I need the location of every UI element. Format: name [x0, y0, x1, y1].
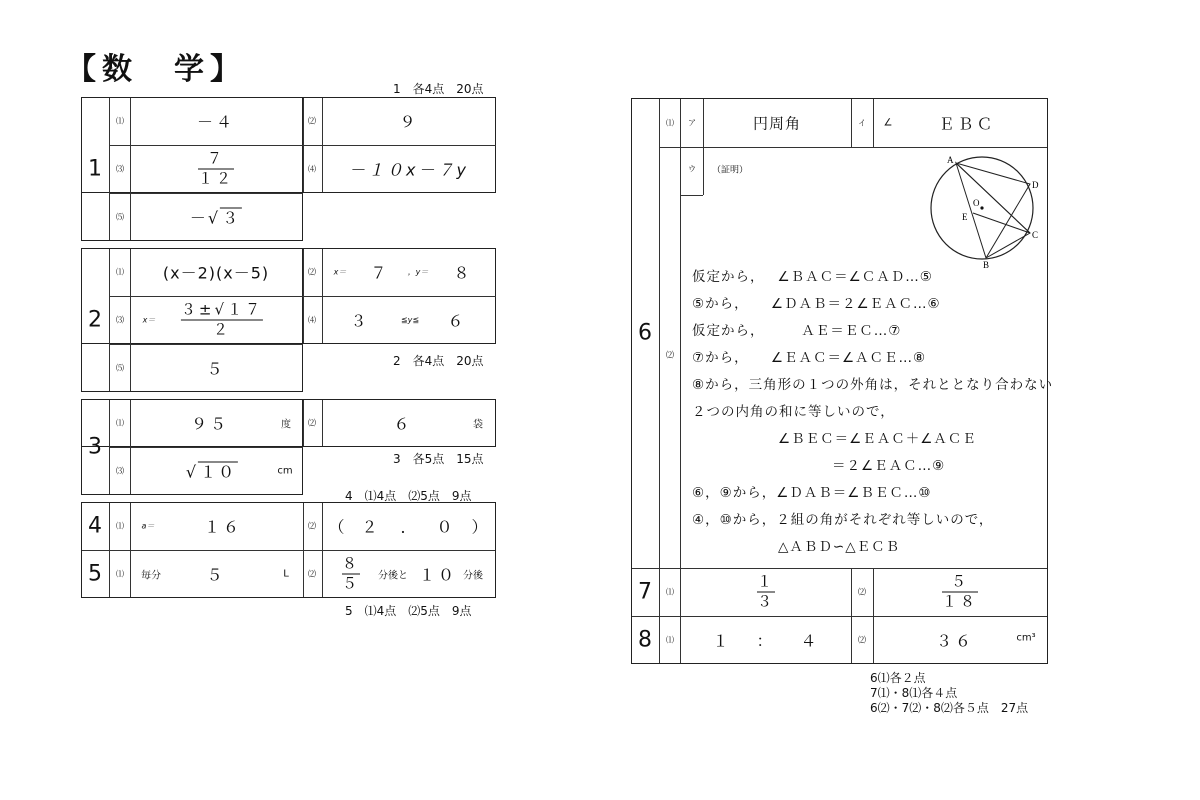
- answer-8-1-colon: ：: [756, 631, 776, 651]
- part-label: ⑵: [308, 521, 316, 531]
- point-label-o: O: [973, 198, 980, 208]
- answer-2-3-fraction: [181, 302, 263, 339]
- fraction-denominator: １２: [197, 169, 235, 188]
- answer-2-3-label: x＝: [142, 315, 156, 325]
- part-label: ⑵: [666, 350, 674, 360]
- score-note-q3: 3 各5点 15点: [393, 452, 484, 466]
- proof-line: 仮定から， ＡＥ＝ＥＣ…⑦: [692, 323, 902, 339]
- proof-line: ⑤から， ∠ＤＡＢ＝２∠ＥＡＣ…⑥: [692, 296, 941, 312]
- part-label: ⑶: [116, 466, 124, 476]
- radicand: １０: [200, 462, 237, 482]
- answer-1-4: －１０x－７y: [349, 160, 469, 180]
- proof-line: ④，⑩から，２組の角がそれぞれ等しいので，: [692, 512, 994, 528]
- answer-2-4-upper: ６: [447, 311, 467, 331]
- point-label-c: C: [1032, 230, 1039, 240]
- score-note-q5: 5 ⑴4点 ⑵5点 9点: [345, 604, 472, 618]
- answer-2-4-inequality: ≦y≦: [400, 315, 420, 325]
- part-label: ⑷: [308, 315, 316, 325]
- part-label: ⑶: [116, 164, 124, 174]
- part-label: ⑴: [116, 521, 124, 531]
- part-label: ⑵: [858, 635, 866, 645]
- answer-2-2-x-label: x＝: [333, 267, 347, 277]
- point-label-e: E: [962, 212, 968, 222]
- answer-5-2-unit: 分後: [463, 570, 483, 582]
- point-label-d: D: [1032, 180, 1039, 190]
- score-note-q678-line3: 6⑵・7⑵・8⑵各５点 27点: [870, 701, 1029, 715]
- answer-1-3-fraction: [198, 151, 234, 188]
- fraction-numerator: ３±√１７: [180, 300, 264, 319]
- answer-8-2-unit: cm³: [1016, 632, 1036, 644]
- answer-8-1-right: ４: [800, 631, 820, 651]
- question-number-7: 7: [638, 579, 652, 605]
- answer-3-2: ６: [393, 414, 413, 434]
- minus-sign: －: [189, 208, 208, 228]
- proof-line: △ＡＢＤ∽△ＥＣＢ: [778, 539, 901, 555]
- answer-3-3: √ １０: [185, 462, 237, 482]
- question-number-8: 8: [638, 627, 652, 653]
- angle-symbol: ∠: [883, 117, 893, 129]
- proof-line: ２つの内角の和に等しいので，: [692, 404, 895, 420]
- answer-4-2-open: （: [328, 517, 348, 537]
- answer-6-1-i: ＥＢＣ: [938, 114, 996, 134]
- question-number-3: 3: [88, 434, 102, 460]
- answer-3-1-unit: 度: [281, 419, 291, 431]
- score-note-q2: 2 各4点 20点: [393, 354, 484, 368]
- answer-1-1: －４: [196, 112, 236, 132]
- part-label: ⑵: [308, 116, 316, 126]
- part-label: ⑴: [666, 118, 674, 128]
- fraction-numerator: ７: [206, 149, 226, 168]
- answer-5-2: １０: [418, 565, 458, 585]
- fraction-numerator: ５: [950, 572, 970, 591]
- fraction-numerator: １: [756, 572, 776, 591]
- part-label: ⑴: [666, 587, 674, 597]
- proof-line: ⑧から，三角形の１つの外角は，それととなり合わない: [692, 377, 1054, 393]
- answer-5-1-unit: L: [283, 568, 289, 580]
- answer-5-2-mid: 分後と: [378, 570, 408, 582]
- answer-4-1: １６: [203, 517, 243, 537]
- page-title: 【数 学】: [66, 52, 246, 87]
- question-number-4: 4: [88, 513, 102, 539]
- answer-5-1: ５: [206, 565, 226, 585]
- fraction-denominator: １８: [941, 592, 979, 611]
- question-number-5: 5: [88, 561, 102, 587]
- question-number-2: 2: [88, 307, 102, 333]
- answer-6-1-a: 円周角: [752, 114, 802, 133]
- part-label: ⑵: [308, 267, 316, 277]
- sub-label-i: イ: [858, 118, 866, 128]
- answer-2-5: ５: [206, 359, 226, 379]
- score-note-q4: 4 ⑴4点 ⑵5点 9点: [345, 489, 472, 503]
- fraction-denominator: ２: [212, 320, 231, 339]
- answer-3-1: ９５: [190, 414, 230, 434]
- score-note-q1: 1 各4点 20点: [393, 82, 484, 96]
- answer-2-2-y-label: ，y＝: [407, 267, 429, 277]
- question-number-6: 6: [638, 320, 652, 346]
- sub-label-a: ア: [688, 118, 696, 128]
- answer-2-2-x: ７: [370, 263, 390, 283]
- answer-8-2: ３６: [935, 631, 975, 651]
- point-label-a: A: [947, 155, 954, 165]
- part-label: ⑴: [116, 267, 124, 277]
- answer-4-1-label: a＝: [141, 521, 155, 531]
- answer-2-4-lower: ３: [350, 311, 370, 331]
- part-label: ⑴: [666, 635, 674, 645]
- answer-2-1: (x－2)(x－5): [162, 263, 270, 283]
- proof-line: ⑦から， ∠ＥＡＣ＝∠ＡＣＥ…⑧: [692, 350, 927, 366]
- answer-3-2-unit: 袋: [473, 419, 483, 431]
- answer-4-2-close: ）: [471, 517, 491, 537]
- part-label: ⑴: [116, 418, 124, 428]
- proof-heading: （証明）: [711, 165, 749, 176]
- circle-diagram-figure: [925, 150, 1045, 275]
- part-label: ⑷: [308, 164, 316, 174]
- answer-1-5: －√ ３: [189, 208, 241, 228]
- part-label: ⑵: [308, 569, 316, 579]
- radicand: ３: [222, 208, 241, 228]
- answer-7-2-fraction: [942, 574, 978, 611]
- sub-label-u: ウ: [688, 164, 696, 174]
- answer-3-3-unit: cm: [277, 465, 293, 477]
- part-label: ⑸: [116, 363, 124, 373]
- part-label: ⑵: [308, 418, 316, 428]
- answer-4-2-comma: ．: [400, 517, 420, 537]
- fraction-denominator: ５: [341, 574, 361, 593]
- answer-4-2-y: ０: [436, 517, 456, 537]
- answer-4-2-x: ２: [361, 517, 381, 537]
- score-note-q678-line2: 7⑴・8⑴各４点: [870, 686, 958, 700]
- score-note-q678-line1: 6⑴各２点: [870, 671, 926, 685]
- proof-line: ＝２∠ＥＡＣ…⑨: [832, 458, 946, 474]
- point-label-b: B: [983, 260, 990, 270]
- part-label: ⑴: [116, 116, 124, 126]
- part-label: ⑴: [116, 569, 124, 579]
- fraction-denominator: ３: [756, 592, 776, 611]
- answer-5-2-fraction: [342, 556, 360, 593]
- proof-line: 仮定から， ∠ＢＡＣ＝∠ＣＡＤ…⑤: [692, 269, 933, 285]
- part-label: ⑵: [858, 587, 866, 597]
- part-label: ⑶: [116, 315, 124, 325]
- fraction-numerator: ８: [341, 554, 361, 573]
- answer-7-1-fraction: [757, 574, 775, 611]
- answer-8-1-left: １: [712, 631, 732, 651]
- proof-line: ⑥，⑨から，∠ＤＡＢ＝∠ＢＥＣ…⑩: [692, 485, 932, 501]
- part-label: ⑸: [116, 212, 124, 222]
- proof-line: ∠ＢＥＣ＝∠ＥＡＣ＋∠ＡＣＥ: [778, 431, 977, 447]
- answer-5-1-prefix: 毎分: [141, 570, 161, 582]
- answer-1-2: ９: [399, 112, 419, 132]
- answer-2-2-y: ８: [453, 263, 473, 283]
- question-number-1: 1: [88, 156, 102, 182]
